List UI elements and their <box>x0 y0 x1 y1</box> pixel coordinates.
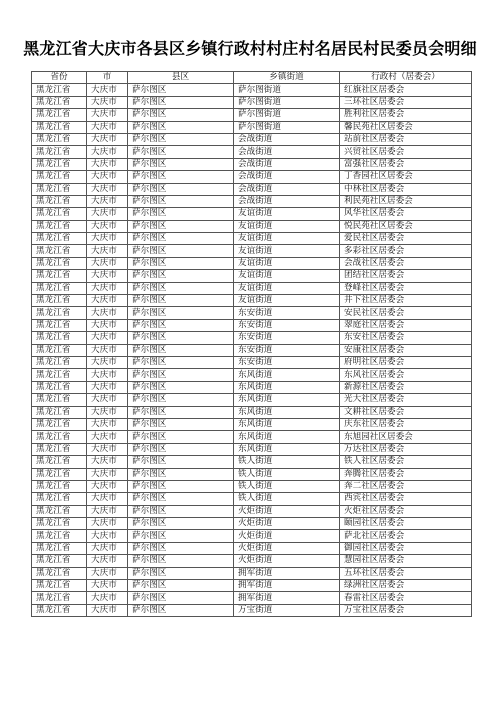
table-row <box>32 542 472 554</box>
cell-district: 萨尔图区 <box>128 369 234 381</box>
table-row <box>32 369 472 381</box>
table-row <box>32 456 472 468</box>
cell-committee: 富强社区居委会 <box>340 158 472 170</box>
cell-city: 大庆市 <box>87 233 128 245</box>
table-row <box>32 567 472 579</box>
table-row <box>32 604 472 616</box>
cell-subdistrict: 万宝街道 <box>234 604 340 616</box>
cell-subdistrict: 火炬街道 <box>234 505 340 517</box>
cell-subdistrict: 东安街道 <box>234 332 340 344</box>
cell-committee: 新源社区居委会 <box>340 381 472 393</box>
cell-city: 大庆市 <box>87 592 128 604</box>
cell-province: 黑龙江省 <box>32 84 87 96</box>
cell-province: 黑龙江省 <box>32 109 87 121</box>
cell-province: 黑龙江省 <box>32 208 87 220</box>
cell-province: 黑龙江省 <box>32 604 87 616</box>
table-row <box>32 295 472 307</box>
cell-committee: 御园社区居委会 <box>340 542 472 554</box>
cell-committee: 井下社区居委会 <box>340 295 472 307</box>
cell-city: 大庆市 <box>87 394 128 406</box>
cell-district: 萨尔图区 <box>128 96 234 108</box>
cell-city: 大庆市 <box>87 319 128 331</box>
cell-district: 萨尔图区 <box>128 356 234 368</box>
village-committee-table <box>31 71 472 617</box>
cell-city: 大庆市 <box>87 158 128 170</box>
cell-committee: 东安社区居委会 <box>340 332 472 344</box>
cell-district: 萨尔图区 <box>128 555 234 567</box>
table-row <box>32 592 472 604</box>
cell-city: 大庆市 <box>87 406 128 418</box>
table-row <box>32 84 472 96</box>
cell-city: 大庆市 <box>87 282 128 294</box>
cell-province: 黑龙江省 <box>32 96 87 108</box>
cell-committee: 安康社区居委会 <box>340 344 472 356</box>
cell-province: 黑龙江省 <box>32 344 87 356</box>
cell-subdistrict: 东风街道 <box>234 381 340 393</box>
cell-district: 萨尔图区 <box>128 456 234 468</box>
cell-district: 萨尔图区 <box>128 133 234 145</box>
cell-district: 萨尔图区 <box>128 480 234 492</box>
cell-subdistrict: 火炬街道 <box>234 530 340 542</box>
cell-subdistrict: 东安街道 <box>234 356 340 368</box>
table-row <box>32 96 472 108</box>
table-row <box>32 381 472 393</box>
table-row <box>32 356 472 368</box>
cell-city: 大庆市 <box>87 431 128 443</box>
table-row <box>32 344 472 356</box>
table-row <box>32 580 472 592</box>
cell-subdistrict: 友谊街道 <box>234 295 340 307</box>
table-row <box>32 418 472 430</box>
cell-district: 萨尔图区 <box>128 121 234 133</box>
cell-province: 黑龙江省 <box>32 332 87 344</box>
cell-district: 萨尔图区 <box>128 394 234 406</box>
cell-province: 黑龙江省 <box>32 245 87 257</box>
cell-city: 大庆市 <box>87 555 128 567</box>
cell-city: 大庆市 <box>87 220 128 232</box>
cell-district: 萨尔图区 <box>128 220 234 232</box>
cell-province: 黑龙江省 <box>32 158 87 170</box>
cell-committee: 铁人社区居委会 <box>340 456 472 468</box>
cell-subdistrict: 拥军街道 <box>234 567 340 579</box>
cell-subdistrict: 东风街道 <box>234 394 340 406</box>
cell-committee: 慧园社区居委会 <box>340 555 472 567</box>
cell-city: 大庆市 <box>87 480 128 492</box>
cell-subdistrict: 火炬街道 <box>234 555 340 567</box>
cell-province: 黑龙江省 <box>32 480 87 492</box>
cell-province: 黑龙江省 <box>32 406 87 418</box>
cell-subdistrict: 拥军街道 <box>234 592 340 604</box>
cell-district: 萨尔图区 <box>128 505 234 517</box>
cell-committee: 颐园社区居委会 <box>340 518 472 530</box>
cell-province: 黑龙江省 <box>32 431 87 443</box>
cell-city: 大庆市 <box>87 245 128 257</box>
cell-province: 黑龙江省 <box>32 381 87 393</box>
column-header-committee: 行政村（居委会） <box>340 72 472 84</box>
cell-province: 黑龙江省 <box>32 282 87 294</box>
cell-committee: 安民社区居委会 <box>340 307 472 319</box>
cell-committee: 东风社区居委会 <box>340 369 472 381</box>
table-row <box>32 158 472 170</box>
cell-subdistrict: 会战街道 <box>234 171 340 183</box>
cell-committee: 爱民社区居委会 <box>340 233 472 245</box>
cell-district: 萨尔图区 <box>128 381 234 393</box>
cell-province: 黑龙江省 <box>32 418 87 430</box>
cell-district: 萨尔图区 <box>128 592 234 604</box>
cell-city: 大庆市 <box>87 604 128 616</box>
cell-committee: 红旗社区居委会 <box>340 84 472 96</box>
cell-district: 萨尔图区 <box>128 146 234 158</box>
cell-province: 黑龙江省 <box>32 183 87 195</box>
cell-district: 萨尔图区 <box>128 295 234 307</box>
cell-subdistrict: 火炬街道 <box>234 518 340 530</box>
cell-city: 大庆市 <box>87 121 128 133</box>
cell-city: 大庆市 <box>87 493 128 505</box>
table-row <box>32 394 472 406</box>
cell-city: 大庆市 <box>87 257 128 269</box>
cell-committee: 五环社区居委会 <box>340 567 472 579</box>
cell-province: 黑龙江省 <box>32 146 87 158</box>
table-row <box>32 183 472 195</box>
cell-district: 萨尔图区 <box>128 233 234 245</box>
cell-city: 大庆市 <box>87 344 128 356</box>
cell-district: 萨尔图区 <box>128 418 234 430</box>
table-row <box>32 233 472 245</box>
table-row <box>32 505 472 517</box>
cell-committee: 东旭园社区居委会 <box>340 431 472 443</box>
column-header-province: 省份 <box>32 72 87 84</box>
cell-province: 黑龙江省 <box>32 530 87 542</box>
cell-committee: 中林社区居委会 <box>340 183 472 195</box>
cell-committee: 绿洲社区居委会 <box>340 580 472 592</box>
cell-province: 黑龙江省 <box>32 307 87 319</box>
table-row <box>32 443 472 455</box>
cell-district: 萨尔图区 <box>128 109 234 121</box>
cell-district: 萨尔图区 <box>128 183 234 195</box>
table-row <box>32 282 472 294</box>
cell-subdistrict: 东风街道 <box>234 418 340 430</box>
cell-province: 黑龙江省 <box>32 468 87 480</box>
cell-subdistrict: 东风街道 <box>234 431 340 443</box>
cell-subdistrict: 东风街道 <box>234 443 340 455</box>
cell-committee: 三环社区居委会 <box>340 96 472 108</box>
cell-province: 黑龙江省 <box>32 394 87 406</box>
cell-district: 萨尔图区 <box>128 171 234 183</box>
cell-province: 黑龙江省 <box>32 592 87 604</box>
cell-subdistrict: 友谊街道 <box>234 270 340 282</box>
table-row <box>32 171 472 183</box>
cell-district: 萨尔图区 <box>128 195 234 207</box>
cell-subdistrict: 东安街道 <box>234 319 340 331</box>
table-row <box>32 307 472 319</box>
table-row <box>32 530 472 542</box>
cell-subdistrict: 萨尔图街道 <box>234 84 340 96</box>
cell-district: 萨尔图区 <box>128 307 234 319</box>
cell-province: 黑龙江省 <box>32 505 87 517</box>
cell-province: 黑龙江省 <box>32 257 87 269</box>
cell-subdistrict: 萨尔图街道 <box>234 121 340 133</box>
cell-district: 萨尔图区 <box>128 282 234 294</box>
cell-subdistrict: 友谊街道 <box>234 282 340 294</box>
cell-committee: 利民苑社区居委会 <box>340 195 472 207</box>
cell-city: 大庆市 <box>87 381 128 393</box>
table-row <box>32 195 472 207</box>
table-header-row <box>32 72 472 84</box>
cell-committee: 府明社区居委会 <box>340 356 472 368</box>
cell-district: 萨尔图区 <box>128 344 234 356</box>
table-row <box>32 133 472 145</box>
cell-district: 萨尔图区 <box>128 245 234 257</box>
cell-province: 黑龙江省 <box>32 133 87 145</box>
column-header-city: 市 <box>87 72 128 84</box>
cell-district: 萨尔图区 <box>128 580 234 592</box>
table-row <box>32 332 472 344</box>
cell-subdistrict: 铁人街道 <box>234 480 340 492</box>
cell-subdistrict: 会战街道 <box>234 158 340 170</box>
cell-subdistrict: 会战街道 <box>234 133 340 145</box>
cell-subdistrict: 会战街道 <box>234 146 340 158</box>
cell-city: 大庆市 <box>87 418 128 430</box>
cell-district: 萨尔图区 <box>128 158 234 170</box>
cell-committee: 团结社区居委会 <box>340 270 472 282</box>
cell-district: 萨尔图区 <box>128 567 234 579</box>
cell-committee: 萨北社区居委会 <box>340 530 472 542</box>
table-row <box>32 555 472 567</box>
cell-committee: 风华社区居委会 <box>340 208 472 220</box>
cell-province: 黑龙江省 <box>32 456 87 468</box>
cell-subdistrict: 会战街道 <box>234 195 340 207</box>
cell-city: 大庆市 <box>87 530 128 542</box>
cell-province: 黑龙江省 <box>32 220 87 232</box>
cell-subdistrict: 友谊街道 <box>234 233 340 245</box>
table-row <box>32 319 472 331</box>
cell-city: 大庆市 <box>87 307 128 319</box>
cell-district: 萨尔图区 <box>128 493 234 505</box>
cell-district: 萨尔图区 <box>128 319 234 331</box>
cell-province: 黑龙江省 <box>32 580 87 592</box>
cell-province: 黑龙江省 <box>32 567 87 579</box>
cell-district: 萨尔图区 <box>128 406 234 418</box>
cell-province: 黑龙江省 <box>32 356 87 368</box>
cell-subdistrict: 铁人街道 <box>234 456 340 468</box>
cell-subdistrict: 友谊街道 <box>234 245 340 257</box>
cell-district: 萨尔图区 <box>128 431 234 443</box>
table-row <box>32 493 472 505</box>
cell-province: 黑龙江省 <box>32 270 87 282</box>
table-row <box>32 208 472 220</box>
cell-subdistrict: 友谊街道 <box>234 257 340 269</box>
cell-district: 萨尔图区 <box>128 604 234 616</box>
cell-province: 黑龙江省 <box>32 319 87 331</box>
cell-committee: 丁香园社区居委会 <box>340 171 472 183</box>
cell-city: 大庆市 <box>87 580 128 592</box>
table-row <box>32 257 472 269</box>
cell-subdistrict: 铁人街道 <box>234 493 340 505</box>
cell-committee: 馨民苑社区居委会 <box>340 121 472 133</box>
cell-committee: 悦民苑社区居委会 <box>340 220 472 232</box>
cell-province: 黑龙江省 <box>32 369 87 381</box>
column-header-district: 县区 <box>128 72 234 84</box>
cell-province: 黑龙江省 <box>32 542 87 554</box>
cell-city: 大庆市 <box>87 270 128 282</box>
table-row <box>32 220 472 232</box>
cell-subdistrict: 拥军街道 <box>234 580 340 592</box>
table-row <box>32 146 472 158</box>
table-row <box>32 270 472 282</box>
cell-subdistrict: 萨尔图街道 <box>234 96 340 108</box>
cell-district: 萨尔图区 <box>128 208 234 220</box>
cell-committee: 春雷社区居委会 <box>340 592 472 604</box>
cell-city: 大庆市 <box>87 133 128 145</box>
table-row <box>32 121 472 133</box>
cell-city: 大庆市 <box>87 369 128 381</box>
cell-city: 大庆市 <box>87 146 128 158</box>
cell-committee: 翠庭社区居委会 <box>340 319 472 331</box>
table-row <box>32 468 472 480</box>
cell-committee: 多彩社区居委会 <box>340 245 472 257</box>
cell-province: 黑龙江省 <box>32 555 87 567</box>
cell-committee: 西宾社区居委会 <box>340 493 472 505</box>
cell-city: 大庆市 <box>87 518 128 530</box>
cell-subdistrict: 火炬街道 <box>234 542 340 554</box>
table-row <box>32 406 472 418</box>
table-row <box>32 245 472 257</box>
cell-city: 大庆市 <box>87 96 128 108</box>
cell-district: 萨尔图区 <box>128 468 234 480</box>
cell-committee: 文耕社区居委会 <box>340 406 472 418</box>
cell-committee: 火炬社区居委会 <box>340 505 472 517</box>
cell-committee: 奔二社区居委会 <box>340 480 472 492</box>
cell-city: 大庆市 <box>87 443 128 455</box>
cell-city: 大庆市 <box>87 356 128 368</box>
cell-committee: 庆东社区居委会 <box>340 418 472 430</box>
cell-subdistrict: 友谊街道 <box>234 208 340 220</box>
table-row <box>32 480 472 492</box>
cell-city: 大庆市 <box>87 468 128 480</box>
table-row <box>32 109 472 121</box>
cell-city: 大庆市 <box>87 183 128 195</box>
cell-district: 萨尔图区 <box>128 270 234 282</box>
cell-committee: 会战社区居委会 <box>340 257 472 269</box>
cell-subdistrict: 东风街道 <box>234 369 340 381</box>
page-title: 黑龙江省大庆市各县区乡镇行政村村庄村名居民村民委员会明细 <box>23 39 477 58</box>
cell-subdistrict: 萨尔图街道 <box>234 109 340 121</box>
cell-committee: 奔腾社区居委会 <box>340 468 472 480</box>
cell-committee: 光大社区居委会 <box>340 394 472 406</box>
cell-city: 大庆市 <box>87 542 128 554</box>
cell-city: 大庆市 <box>87 456 128 468</box>
cell-district: 萨尔图区 <box>128 443 234 455</box>
cell-city: 大庆市 <box>87 505 128 517</box>
cell-district: 萨尔图区 <box>128 530 234 542</box>
cell-committee: 胜利社区居委会 <box>340 109 472 121</box>
cell-province: 黑龙江省 <box>32 493 87 505</box>
cell-committee: 万宝社区居委会 <box>340 604 472 616</box>
cell-city: 大庆市 <box>87 109 128 121</box>
cell-province: 黑龙江省 <box>32 121 87 133</box>
table-row <box>32 518 472 530</box>
table-row <box>32 431 472 443</box>
cell-subdistrict: 东安街道 <box>234 344 340 356</box>
table-body <box>32 84 472 617</box>
cell-subdistrict: 会战街道 <box>234 183 340 195</box>
cell-province: 黑龙江省 <box>32 295 87 307</box>
cell-district: 萨尔图区 <box>128 332 234 344</box>
cell-district: 萨尔图区 <box>128 257 234 269</box>
cell-province: 黑龙江省 <box>32 171 87 183</box>
cell-committee: 兴贸社区居委会 <box>340 146 472 158</box>
cell-district: 萨尔图区 <box>128 518 234 530</box>
cell-city: 大庆市 <box>87 171 128 183</box>
column-header-subdistrict: 乡镇街道 <box>234 72 340 84</box>
cell-city: 大庆市 <box>87 208 128 220</box>
cell-subdistrict: 友谊街道 <box>234 220 340 232</box>
cell-city: 大庆市 <box>87 84 128 96</box>
cell-province: 黑龙江省 <box>32 233 87 245</box>
cell-province: 黑龙江省 <box>32 443 87 455</box>
cell-committee: 万达社区居委会 <box>340 443 472 455</box>
cell-province: 黑龙江省 <box>32 518 87 530</box>
cell-subdistrict: 东风街道 <box>234 406 340 418</box>
cell-district: 萨尔图区 <box>128 84 234 96</box>
cell-district: 萨尔图区 <box>128 542 234 554</box>
cell-province: 黑龙江省 <box>32 195 87 207</box>
cell-city: 大庆市 <box>87 567 128 579</box>
cell-city: 大庆市 <box>87 295 128 307</box>
cell-committee: 站前社区居委会 <box>340 133 472 145</box>
cell-subdistrict: 东安街道 <box>234 307 340 319</box>
cell-city: 大庆市 <box>87 195 128 207</box>
cell-city: 大庆市 <box>87 332 128 344</box>
cell-committee: 登峰社区居委会 <box>340 282 472 294</box>
cell-subdistrict: 铁人街道 <box>234 468 340 480</box>
